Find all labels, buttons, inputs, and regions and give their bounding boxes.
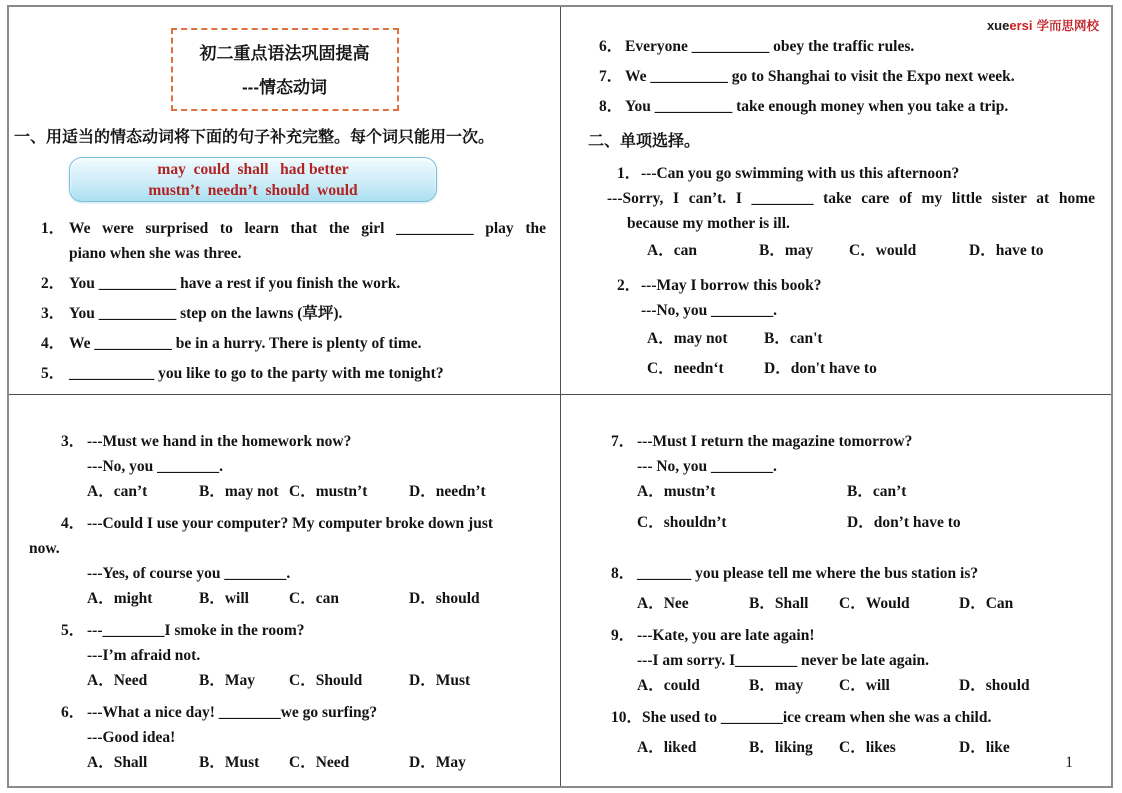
question-number: 8．: [611, 565, 635, 582]
panel-bottom-right: [561, 395, 1111, 786]
question-number: 5．: [41, 365, 65, 382]
word-bank-line-1: may could shall had better: [157, 160, 349, 178]
choice-question-6: [9, 700, 560, 775]
option-d: D．should: [959, 677, 1030, 694]
choice-question-3: [9, 429, 560, 504]
question-number: 2．: [617, 277, 641, 294]
question-text: [69, 216, 546, 266]
question-item-6: [599, 34, 1099, 59]
option-c: C．needn‘t: [647, 360, 724, 377]
question-text: ---________I smoke in the room?: [87, 622, 305, 639]
question-number: 3．: [41, 305, 65, 322]
option-d: D．needn’t: [409, 483, 486, 500]
option-a: A．can’t: [87, 483, 148, 500]
choice-question-1: [561, 161, 1111, 263]
option-c: C．Would: [839, 595, 910, 612]
option-c: C．would: [849, 242, 917, 259]
panel-top-left: [9, 7, 561, 395]
title-box: [171, 28, 399, 111]
options-row: [87, 479, 560, 504]
option-a: A．Need: [87, 672, 148, 689]
option-b: B．may not: [199, 483, 279, 500]
question-text: We __________ be in a hurry. There is plenty of time.: [69, 335, 422, 352]
option-a: A．mustn’t: [637, 483, 716, 500]
dialog-line: --- No, you ________.: [637, 458, 777, 475]
word-bank-line-2: mustn’t needn’t should would: [148, 181, 358, 199]
question-number: 4．: [61, 515, 85, 532]
question-text: ___________ you like to go to the party with me tonight?: [69, 365, 444, 382]
option-d: D．should: [409, 590, 480, 607]
question-text: Everyone __________ obey the traffic rules.: [625, 38, 915, 55]
options-row: [87, 750, 560, 775]
option-d: D．like: [959, 739, 1010, 756]
question-text: You __________ step on the lawns (草坪).: [69, 305, 343, 322]
option-b: B．May: [199, 672, 255, 689]
option-d: D．May: [409, 754, 466, 771]
question-number: 1．: [41, 220, 65, 237]
question-item-8: [599, 94, 1099, 119]
worksheet-subtitle: ---情态动词: [242, 78, 327, 97]
question-line: [617, 161, 1099, 186]
question-text-wrap: now.: [29, 540, 60, 557]
options-row: [647, 326, 1111, 351]
question-item-7: [599, 64, 1099, 89]
question-text: ---Could I use your computer? My computer broke down just: [87, 515, 494, 532]
option-a: A．can: [647, 242, 697, 259]
logo-text-chinese: 学而思网校: [1036, 19, 1099, 33]
choice-question-9: [561, 623, 1111, 698]
options-row: [647, 238, 1111, 263]
option-a: A．could: [637, 677, 700, 694]
question-text: ---What a nice day! ________we go surfing?: [87, 704, 378, 721]
question-text-line1: We were surprised to learn that the girl __________ play the: [69, 220, 546, 237]
dialog-line: ---I am sorry. I________ never be late again.: [637, 652, 930, 669]
question-line: [61, 700, 550, 725]
dialog-line: ---No, you ________.: [87, 458, 224, 475]
option-c: C．can: [289, 590, 339, 607]
choice-question-5: [9, 618, 560, 693]
section1-heading: 一、用适当的情态动词将下面的句子补充完整。每个词只能用一次。: [14, 129, 495, 146]
options-row: [637, 735, 1111, 760]
choice-question-8: [561, 561, 1111, 616]
dialog-line: ---Good idea!: [87, 729, 176, 746]
question-number: 7．: [611, 433, 635, 450]
question-text: We __________ go to Shanghai to visit the Expo next week.: [625, 68, 1015, 85]
dialog-line: ---I’m afraid not.: [87, 647, 201, 664]
option-b: B．can’t: [847, 483, 907, 500]
question-line: [611, 561, 1101, 586]
question-line: [61, 511, 550, 536]
question-line: [617, 273, 1099, 298]
question-text: ---Kate, you are late again!: [637, 627, 815, 644]
question-number: 4．: [41, 335, 65, 352]
option-a: A．Nee: [637, 595, 689, 612]
option-c: C．shouldn’t: [637, 514, 727, 531]
question-item-5: [41, 361, 546, 386]
question-number: 7．: [599, 68, 623, 85]
question-text: _______ you please tell me where the bus station is?: [637, 565, 979, 582]
page-frame: [7, 5, 1113, 788]
question-number: 1．: [617, 165, 641, 182]
choice-question-7: [561, 429, 1111, 535]
option-d: D．Can: [959, 595, 1014, 612]
options-row: [637, 510, 1111, 535]
dialog-line: ---No, you ________.: [641, 302, 778, 319]
question-line: [61, 429, 550, 454]
question-number: 9．: [611, 627, 635, 644]
question-item-3: [41, 301, 546, 326]
section2-heading: 二、单项选择。: [588, 133, 701, 150]
question-text: You __________ take enough money when you take a trip.: [625, 98, 1009, 115]
option-c: C．will: [839, 677, 890, 694]
option-b: B．can't: [764, 330, 823, 347]
dialog-line: because my mother is ill.: [627, 215, 790, 232]
option-a: A．Shall: [87, 754, 148, 771]
options-row: [637, 479, 1111, 504]
option-d: D．have to: [969, 242, 1044, 259]
logo-text-red: ersi: [1009, 18, 1033, 33]
option-b: B．liking: [749, 739, 813, 756]
question-line: [61, 618, 550, 643]
question-number: 10．: [611, 709, 643, 726]
question-item-4: [41, 331, 546, 356]
dialog-line: ---Sorry, I can’t. I ________ take care of my little sister at home: [607, 190, 1095, 207]
option-c: C．Need: [289, 754, 350, 771]
question-text: ---Must we hand in the homework now?: [87, 433, 352, 450]
option-c: C．Should: [289, 672, 363, 689]
question-text: She used to ________ice cream when she was a child.: [642, 709, 992, 726]
option-d: D．don't have to: [764, 360, 877, 377]
options-row: [637, 591, 1111, 616]
option-c: C．likes: [839, 739, 896, 756]
question-line: [611, 705, 1101, 730]
option-a: A．liked: [637, 739, 697, 756]
question-number: 8．: [599, 98, 623, 115]
options-row: [87, 668, 560, 693]
dialog-line: ---Yes, of course you ________.: [87, 565, 291, 582]
option-b: B．will: [199, 590, 249, 607]
choice-question-2: [561, 273, 1111, 381]
xueersi-logo: [987, 16, 1099, 34]
panel-top-right: [561, 7, 1111, 395]
worksheet-title: 初二重点语法巩固提高: [199, 44, 370, 63]
option-a: A．may not: [647, 330, 728, 347]
question-number: 2．: [41, 275, 65, 292]
option-d: D．don’t have to: [847, 514, 961, 531]
question-number: 6．: [61, 704, 85, 721]
question-item-2: [41, 271, 546, 296]
option-b: B．may: [749, 677, 804, 694]
logo-text-black: xue: [986, 18, 1010, 33]
word-bank: [69, 157, 437, 202]
option-b: B．may: [759, 242, 814, 259]
question-number: 3．: [61, 433, 85, 450]
page-number: 1: [1065, 754, 1073, 771]
question-text: ---May I borrow this book?: [641, 277, 822, 294]
options-row: [637, 673, 1111, 698]
question-line: [611, 623, 1101, 648]
option-c: C．mustn’t: [289, 483, 368, 500]
option-a: A．might: [87, 590, 153, 607]
question-text: You __________ have a rest if you finish the work.: [69, 275, 401, 292]
panel-bottom-left: [9, 395, 561, 786]
question-text: ---Must I return the magazine tomorrow?: [637, 433, 913, 450]
question-item-1: [41, 216, 546, 266]
options-row: [87, 586, 560, 611]
choice-question-10: [561, 705, 1111, 760]
option-b: B．Must: [199, 754, 260, 771]
question-number: 5．: [61, 622, 85, 639]
option-b: B．Shall: [749, 595, 809, 612]
question-number: 6．: [599, 38, 623, 55]
options-row: [647, 356, 1111, 381]
question-text-line2: piano when she was three.: [69, 245, 242, 262]
choice-question-4: [9, 511, 560, 611]
question-text: ---Can you go swimming with us this afternoon?: [641, 165, 960, 182]
option-d: D．Must: [409, 672, 471, 689]
question-line: [611, 429, 1101, 454]
